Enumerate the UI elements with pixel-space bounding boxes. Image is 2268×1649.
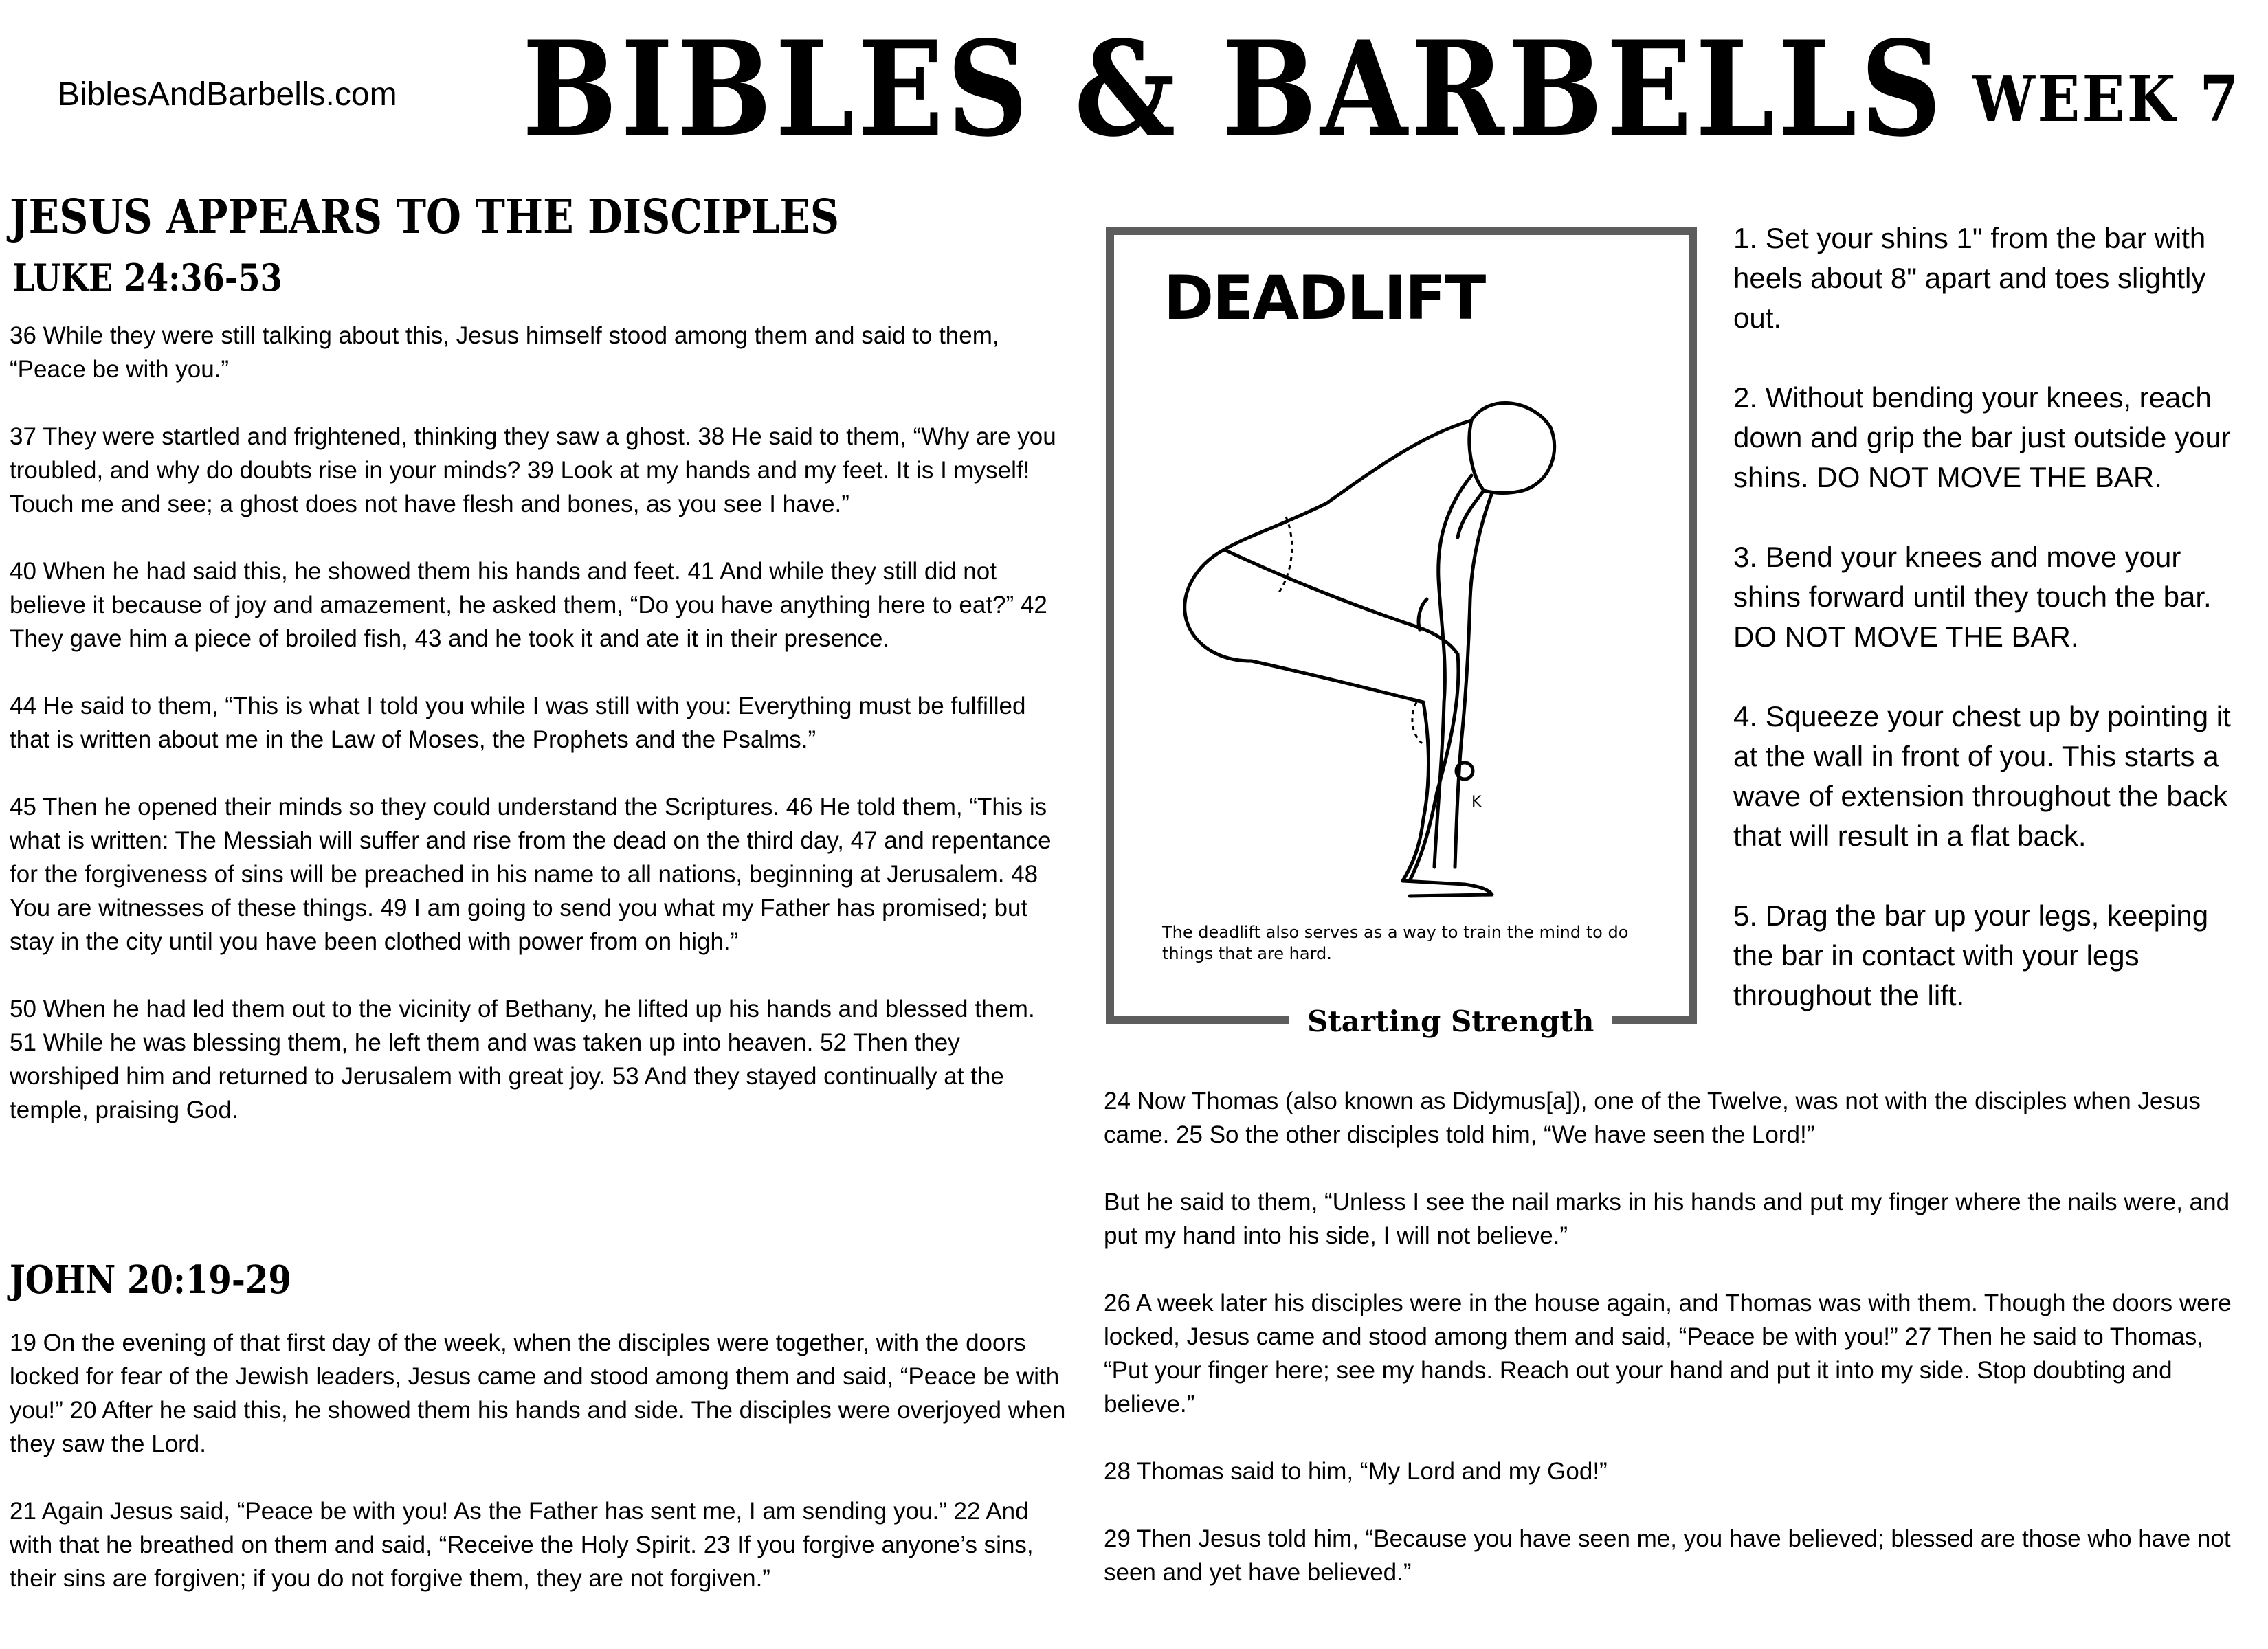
poster-title: DEADLIFT — [1164, 262, 1485, 333]
verse-paragraph: 21 Again Jesus said, “Peace be with you! As the Father has sent me, I am sending you.” 22 And with that he breathed on them and said, “Receive the Holy Spirit. 23 If you forgive anyone’s sins, their sins are forgiven; if you do not forgive them, they are not forgiven.” — [10, 1498, 1034, 1592]
verse-paragraph: 19 On the evening of that first day of the week, when the disciples were together, with the doors locked for fear of the Jewish leaders, Jesus came and stood among them and said, “Peace be with you!” 20 After he said this, he showed them his hands and side. The disciples were overjoyed when they saw the Lord. — [10, 1330, 1066, 1457]
john-reference: JOHN 20:19-29 — [10, 1257, 291, 1303]
verse-paragraph: 45 Then he opened their minds so they could understand the Scriptures. 46 He told them, “This is what is written: The Messiah will suffer and rise from the dead on the third day, 47 and repentance for the forgiveness of sins will be preached in his name to all nations, beginning at Jerusalem. 48 You are witnesses of these things. 49 I am going to send you what my Father has promised; but stay in the city until you have been clothed with power from on high.” — [10, 794, 1052, 955]
deadlift-poster — [1106, 227, 1697, 1038]
poster-brand: Starting Strength — [1289, 1005, 1612, 1038]
step-item: 4. Squeeze your chest up by pointing it at the wall in front of you. This starts a wave of extension throughout the back that will result in a flat back. — [1733, 700, 2231, 852]
luke-reference: LUKE 24:36-53 — [12, 256, 282, 300]
verse-paragraph: But he said to them, “Unless I see the nail marks in his hands and put my finger where the nails were, and put my hand into his side, I will not believe.” — [1104, 1189, 2230, 1249]
site-url: BiblesAndBarbells.com — [58, 76, 397, 113]
week-label: WEEK 7 — [1972, 62, 2241, 136]
verse-paragraph: 50 When he had led them out to the vicinity of Bethany, he lifted up his hands and blessed them. 51 While he was blessing them, he left them and was taken up into heaven. 52 Then they worshiped him and returned to Jerusalem with great joy. 53 And they stayed continually at the temple, praising God. — [10, 996, 1035, 1123]
figure-mark: K — [1471, 794, 1482, 811]
verse-paragraph: 40 When he had said this, he showed them his hands and feet. 41 And while they still did not believe it because of joy and amazement, he asked them, “Do you have anything here to eat?” 42 They gave him a piece of broiled fish, 43 and he took it and ate it in their presence. — [10, 558, 1047, 652]
deadlift-figure-icon — [1148, 372, 1575, 908]
verse-paragraph: 26 A week later his disciples were in the house again, and Thomas was with them. Though the doors were locked, Jesus came and stood among them and said, “Peace be with you!” 27 Then he said to Thomas, “Put your finger here; see my hands. Reach out your hand and put it into my side. Stop doubting and believe.” — [1104, 1290, 2232, 1417]
poster-caption: The deadlift also serves as a way to train the mind to do things that are hard. — [1162, 923, 1629, 963]
luke-passage — [10, 319, 1068, 1160]
verse-paragraph: 29 Then Jesus told him, “Because you have seen me, you have believed; blessed are those who have not seen and yet have believed.” — [1104, 1525, 2231, 1586]
step-item: 1. Set your shins 1" from the bar with heels about 8" apart and toes slightly out. — [1733, 222, 2206, 334]
deadlift-steps — [1733, 218, 2256, 1055]
page-title: BIBLES & BARBELLS — [522, 12, 1946, 166]
john-passage — [10, 1326, 1068, 1629]
section-heading: JESUS APPEARS TO THE DISCIPLES — [10, 190, 840, 245]
step-item: 5. Drag the bar up your legs, keeping the bar in contact with your legs throughout the lift. — [1733, 899, 2209, 1011]
step-item: 2. Without bending your knees, reach down and grip the bar just outside your shins. DO NOT MOVE THE BAR. — [1733, 381, 2231, 493]
step-item: 3. Bend your knees and move your shins forward until they touch the bar. DO NOT MOVE THE BAR. — [1733, 541, 2212, 653]
verse-paragraph: 36 While they were still talking about this, Jesus himself stood among them and said to them, “Peace be with you.” — [10, 322, 999, 383]
verse-paragraph: 28 Thomas said to him, “My Lord and my God!” — [1104, 1458, 1608, 1485]
verse-paragraph: 24 Now Thomas (also known as Didymus[a]), one of the Twelve, was not with the disciples when Jesus came. 25 So the other disciples told him, “We have seen the Lord!” — [1104, 1088, 2201, 1148]
verse-paragraph: 44 He said to them, “This is what I told you while I was still with you: Everything must be fulfilled that is written about me in the Law of Moses, the Prophets and the Psalms.” — [10, 693, 1026, 753]
verse-paragraph: 37 They were startled and frightened, thinking they saw a ghost. 38 He said to them, “Why are you troubled, and why do doubts rise in your minds? 39 Look at my hands and my feet. It is I myself! Touch me and see; a ghost does not have flesh and bones, as you see I have.” — [10, 423, 1056, 517]
thomas-passage — [1104, 1084, 2238, 1623]
